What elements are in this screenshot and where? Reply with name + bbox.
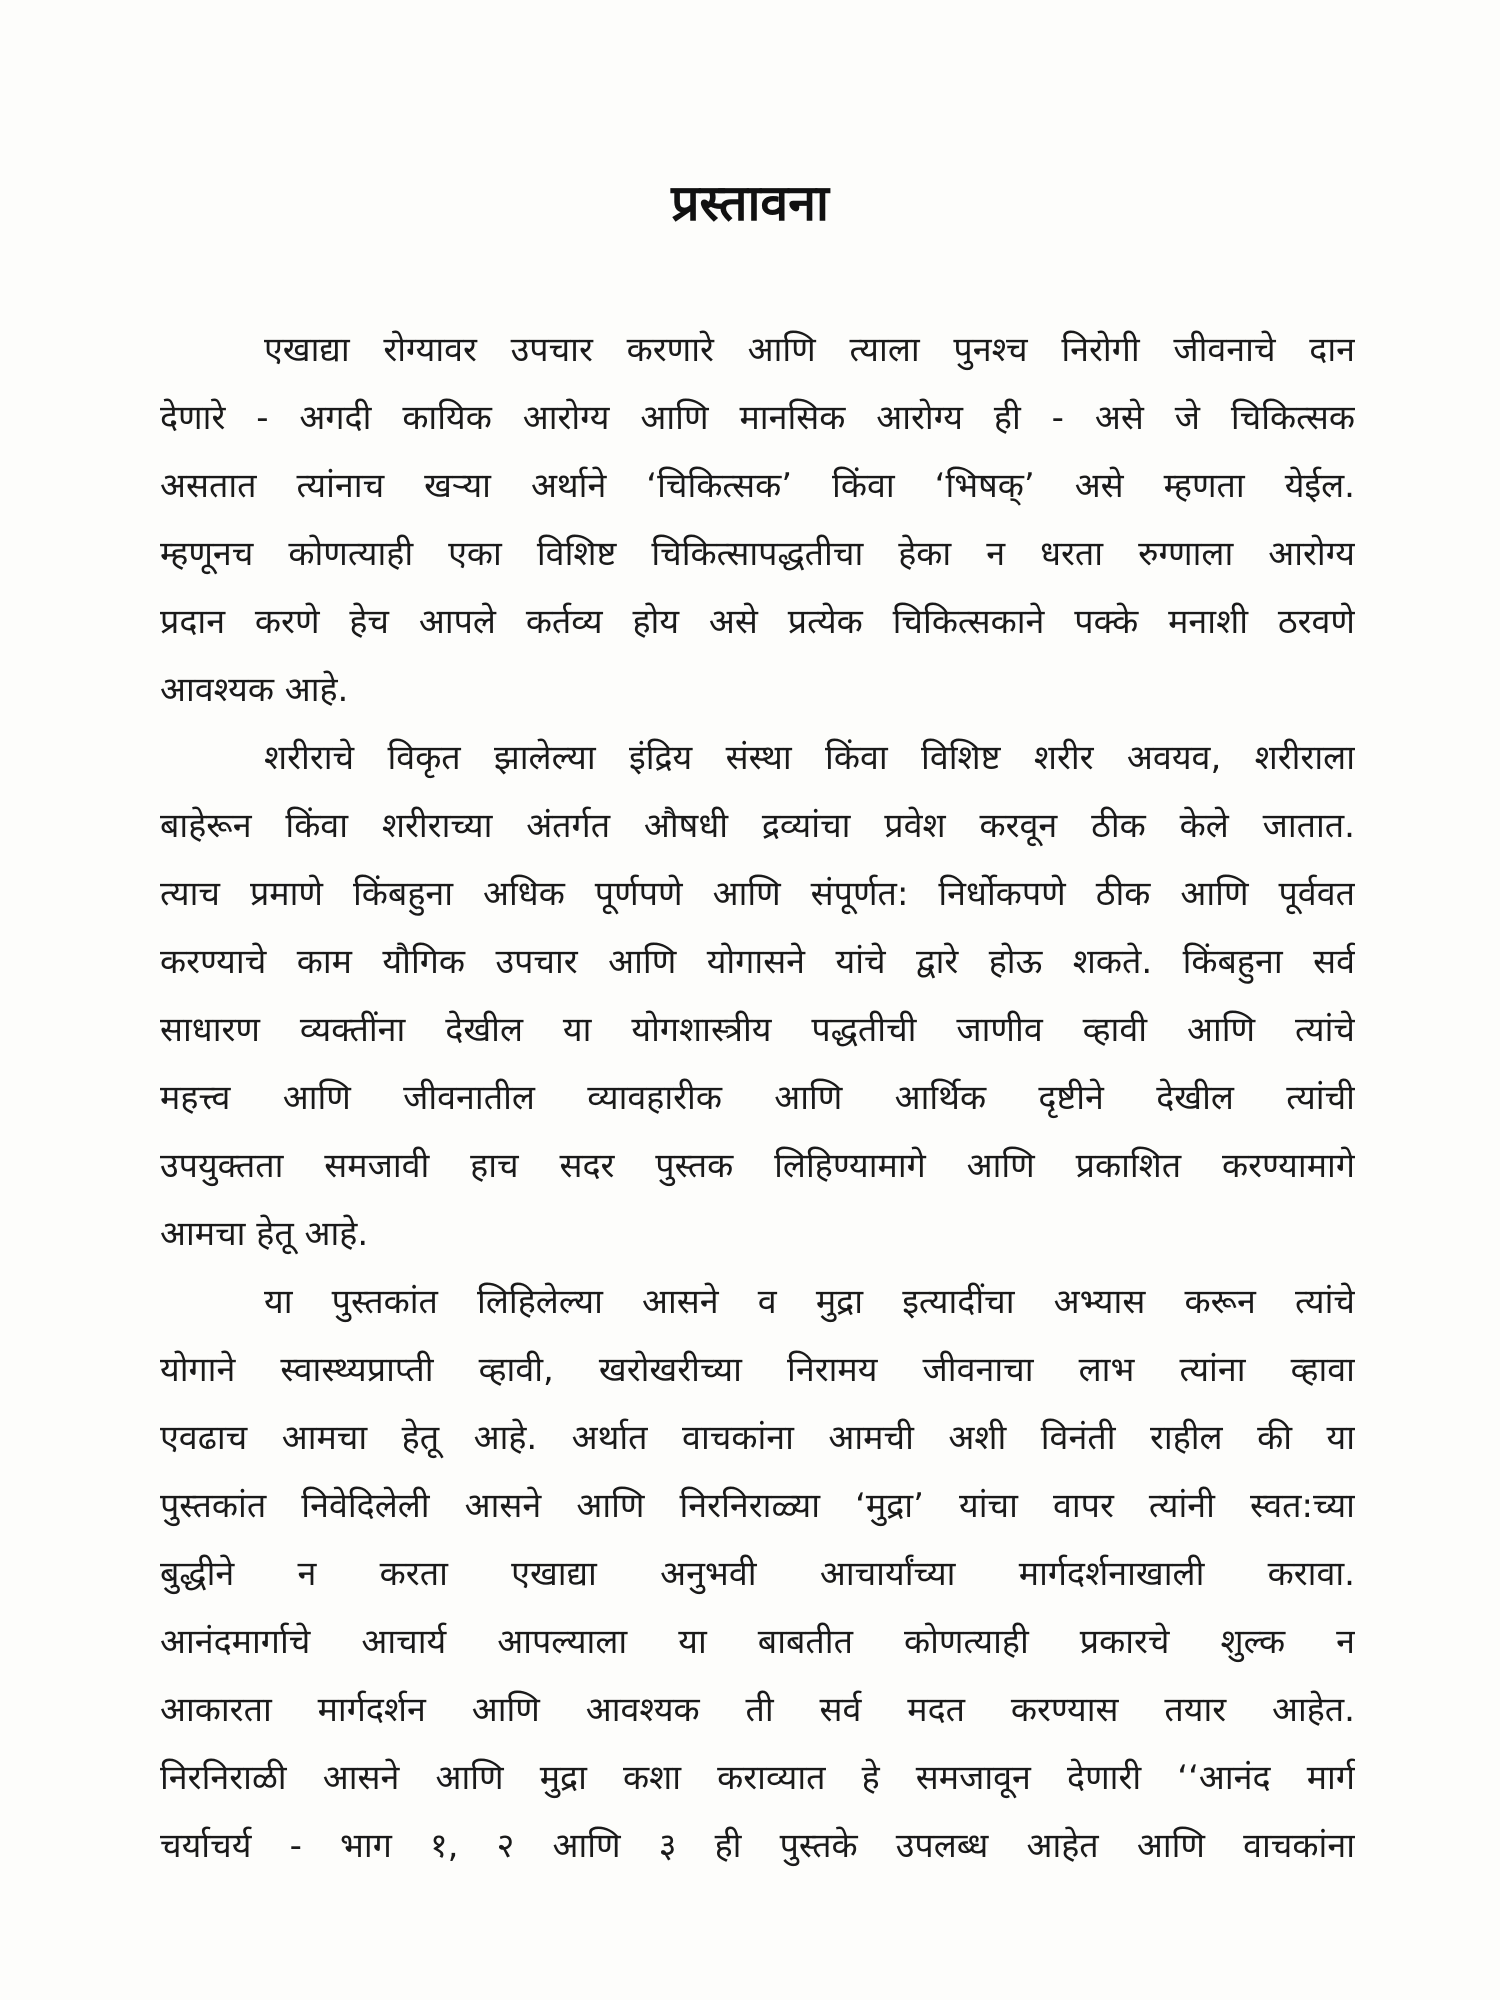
text-line: बाहेरून किंवा शरीराच्या अंतर्गत औषधी द्रव्यांचा प्रवेश करवून ठीक केले जातात. bbox=[160, 806, 1355, 846]
text-line: पुस्तकांत निवेदिलेली आसने आणि निरनिराळ्या ‘मुद्रा’ यांचा वापर त्यांनी स्वत:च्या bbox=[160, 1486, 1355, 1526]
text-line: एखाद्या रोग्यावर उपचार करणारे आणि त्याला पुनश्च निरोगी जीवनाचे दान bbox=[264, 330, 1355, 370]
text-line: उपयुक्तता समजावी हाच सदर पुस्तक लिहिण्यामागे आणि प्रकाशित करण्यामागे bbox=[160, 1146, 1355, 1186]
text-line: आमचा हेतू आहे. bbox=[160, 1214, 369, 1254]
page-body bbox=[160, 316, 1355, 1880]
text-line: बुद्धीने न करता एखाद्या अनुभवी आचार्यांच्या मार्गदर्शनाखाली करावा. bbox=[160, 1554, 1355, 1594]
text-line: असतात त्यांनाच खऱ्या अर्थाने ‘चिकित्सक’ किंवा ‘भिषक्’ असे म्हणता येईल. bbox=[160, 466, 1355, 506]
paragraph-1 bbox=[160, 316, 1355, 724]
paragraph-3 bbox=[160, 1268, 1355, 1880]
text-line: महत्त्व आणि जीवनातील व्यावहारीक आणि आर्थिक दृष्टीने देखील त्यांची bbox=[160, 1078, 1355, 1118]
text-line: देणारे - अगदी कायिक आरोग्य आणि मानसिक आरोग्य ही - असे जे चिकित्सक bbox=[160, 398, 1355, 438]
paragraph-2 bbox=[160, 724, 1355, 1268]
text-line: योगाने स्वास्थ्यप्राप्ती व्हावी, खरोखरीच्या निरामय जीवनाचा लाभ त्यांना व्हावा bbox=[160, 1350, 1355, 1390]
text-line: त्याच प्रमाणे किंबहुना अधिक पूर्णपणे आणि संपूर्णत: निर्धोकपणे ठीक आणि पूर्ववत bbox=[160, 874, 1355, 914]
text-line: आकारता मार्गदर्शन आणि आवश्यक ती सर्व मदत करण्यास तयार आहेत. bbox=[160, 1690, 1355, 1730]
text-line: या पुस्तकांत लिहिलेल्या आसने व मुद्रा इत्यादींचा अभ्यास करून त्यांचे bbox=[264, 1282, 1355, 1322]
text-line: म्हणूनच कोणत्याही एका विशिष्ट चिकित्सापद्धतीचा हेका न धरता रुग्णाला आरोग्य bbox=[160, 534, 1355, 574]
text-line: चर्याचर्य - भाग १, २ आणि ३ ही पुस्तके उपलब्ध आहेत आणि वाचकांना bbox=[160, 1826, 1355, 1866]
text-line: आनंदमार्गाचे आचार्य आपल्याला या बाबतीत कोणत्याही प्रकारचे शुल्क न bbox=[160, 1622, 1355, 1662]
text-line: प्रदान करणे हेच आपले कर्तव्य होय असे प्रत्येक चिकित्सकाने पक्के मनाशी ठरवणे bbox=[160, 602, 1355, 642]
text-line: निरनिराळी आसने आणि मुद्रा कशा कराव्यात हे समजावून देणारी ‘‘आनंद मार्ग bbox=[160, 1758, 1355, 1798]
page-title: प्रस्तावना bbox=[671, 174, 829, 232]
text-line: साधारण व्यक्तींना देखील या योगशास्त्रीय पद्धतीची जाणीव व्हावी आणि त्यांचे bbox=[160, 1010, 1355, 1050]
text-line: करण्याचे काम यौगिक उपचार आणि योगासने यांचे द्वारे होऊ शकते. किंबहुना सर्व bbox=[160, 942, 1355, 982]
text-line: आवश्यक आहे. bbox=[160, 670, 349, 710]
text-line: एवढाच आमचा हेतू आहे. अर्थात वाचकांना आमची अशी विनंती राहील की या bbox=[160, 1418, 1355, 1458]
text-line: शरीराचे विकृत झालेल्या इंद्रिय संस्था किंवा विशिष्ट शरीर अवयव, शरीराला bbox=[264, 738, 1355, 778]
